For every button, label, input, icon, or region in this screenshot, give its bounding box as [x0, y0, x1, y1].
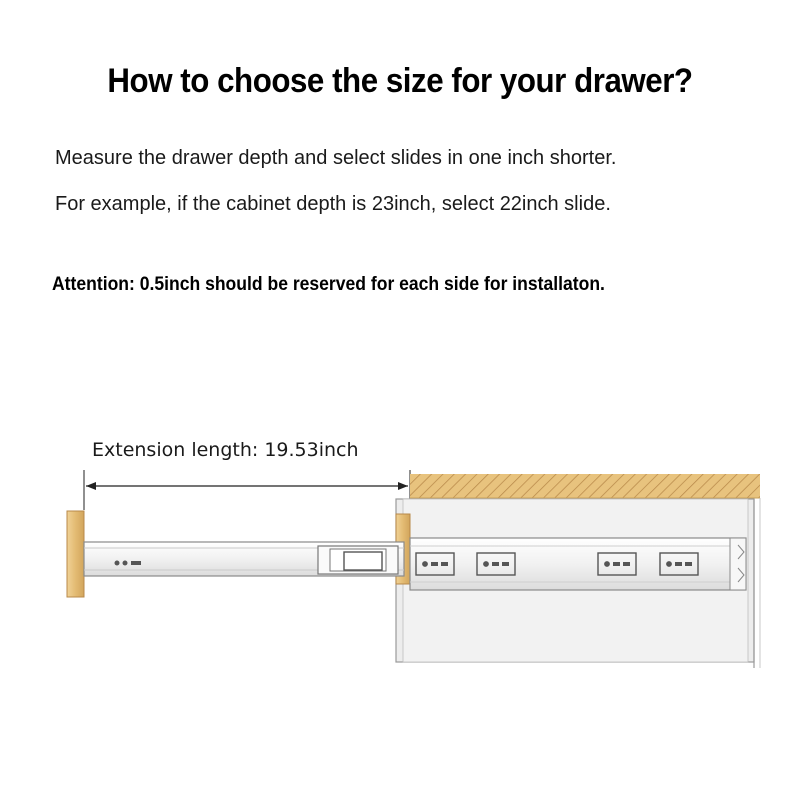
slide-latch	[318, 546, 398, 574]
slide-outer-member	[410, 538, 746, 590]
attention-note: Attention: 0.5inch should be reserved for each side for installaton.	[52, 273, 605, 295]
drawer-front-left	[67, 511, 84, 597]
dimension-line	[84, 470, 410, 510]
instruction-line-1: Measure the drawer depth and select slides in one inch shorter.	[55, 147, 617, 169]
extension-length-label: Extension length: 19.53inch	[92, 439, 359, 461]
drawer-slide-diagram	[0, 420, 800, 680]
cabinet-top	[410, 474, 760, 498]
instruction-line-2: For example, if the cabinet depth is 23inch, select 22inch slide.	[55, 193, 611, 215]
page-title: How to choose the size for your drawer?	[107, 62, 693, 100]
